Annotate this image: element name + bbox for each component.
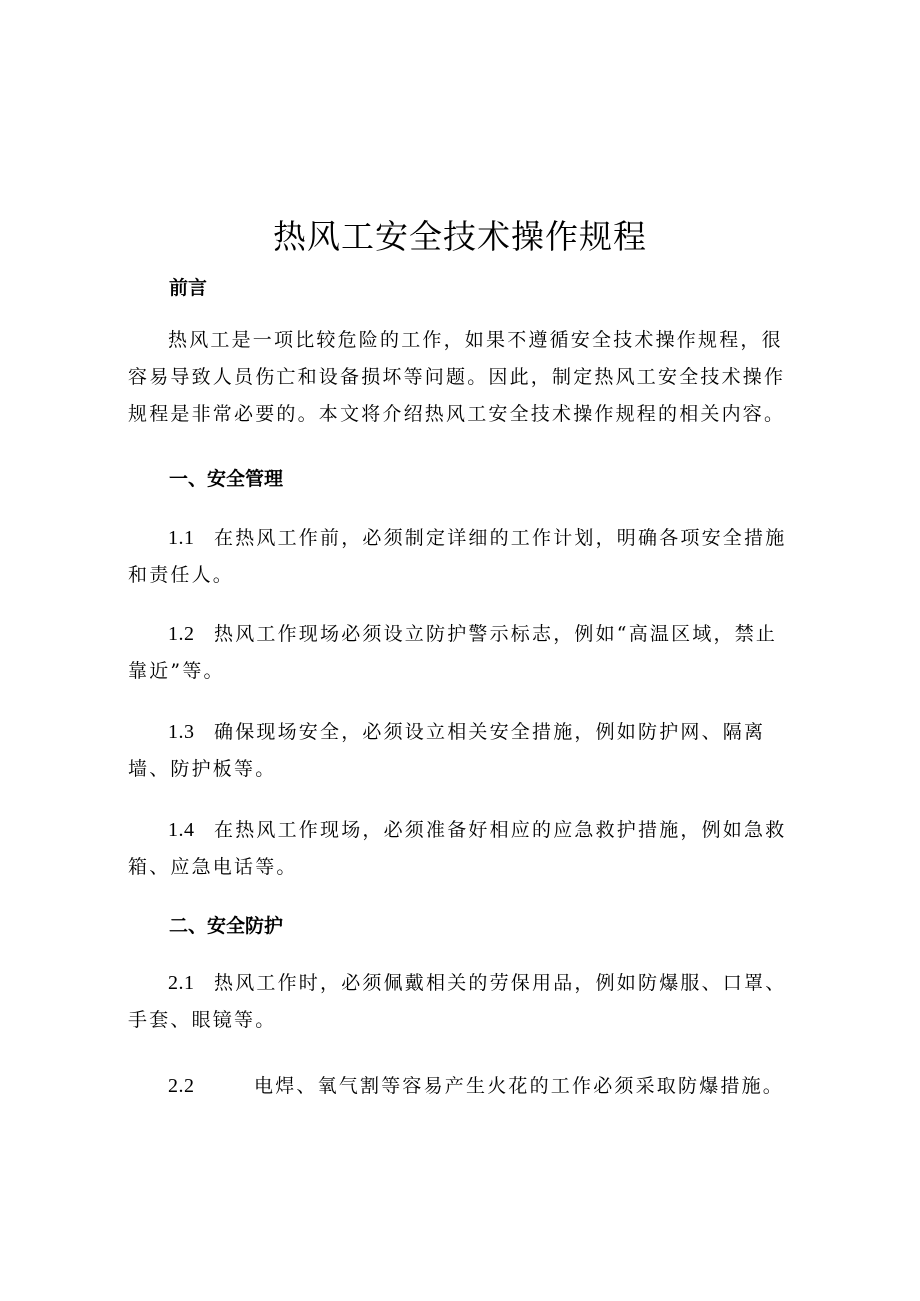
section-heading-safety-management: 一、安全管理 (169, 468, 284, 490)
item-number: 1.3 (168, 721, 195, 743)
list-item (128, 520, 788, 594)
section-heading-safety-protection: 二、安全防护 (169, 915, 284, 937)
item-text: 热风工作时，必须佩戴相关的劳保用品，例如防爆服、口罩、手套、眼镜等。 (128, 972, 787, 1031)
preface-heading: 前言 (169, 277, 208, 299)
list-item (128, 1068, 788, 1105)
item-text: 确保现场安全，必须设立相关安全措施，例如防护网、隔离墙、防护板等。 (128, 721, 766, 780)
item-text: 在热风工作现场，必须准备好相应的应急救护措施，例如急救箱、应急电话等。 (128, 819, 787, 878)
list-item (128, 714, 788, 788)
item-number: 1.4 (168, 819, 195, 841)
preface-paragraph: 热风工是一项比较危险的工作，如果不遵循安全技术操作规程，很容易导致人员伤亡和设备损坏等问题。因此，制定热风工安全技术操作规程是非常必要的。本文将介绍热风工安全技术操作规程的相关内容。 (128, 329, 786, 425)
item-number: 1.2 (168, 623, 195, 645)
item-number: 1.1 (168, 527, 195, 549)
item-text: 在热风工作前，必须制定详细的工作计划，明确各项安全措施和责任人。 (128, 527, 787, 586)
item-text: 热风工作现场必须设立防护警示标志，例如“高温区域，禁止靠近”等。 (128, 623, 778, 682)
list-item (128, 812, 788, 886)
item-number: 2.2 (168, 1075, 195, 1097)
item-text: 电焊、氧气割等容易产生火花的工作必须采取防爆措施。 (254, 1075, 785, 1097)
list-item (128, 965, 788, 1039)
document-title: 热风工安全技术操作规程 (273, 217, 647, 256)
item-number: 2.1 (168, 972, 195, 994)
list-item (128, 616, 788, 690)
